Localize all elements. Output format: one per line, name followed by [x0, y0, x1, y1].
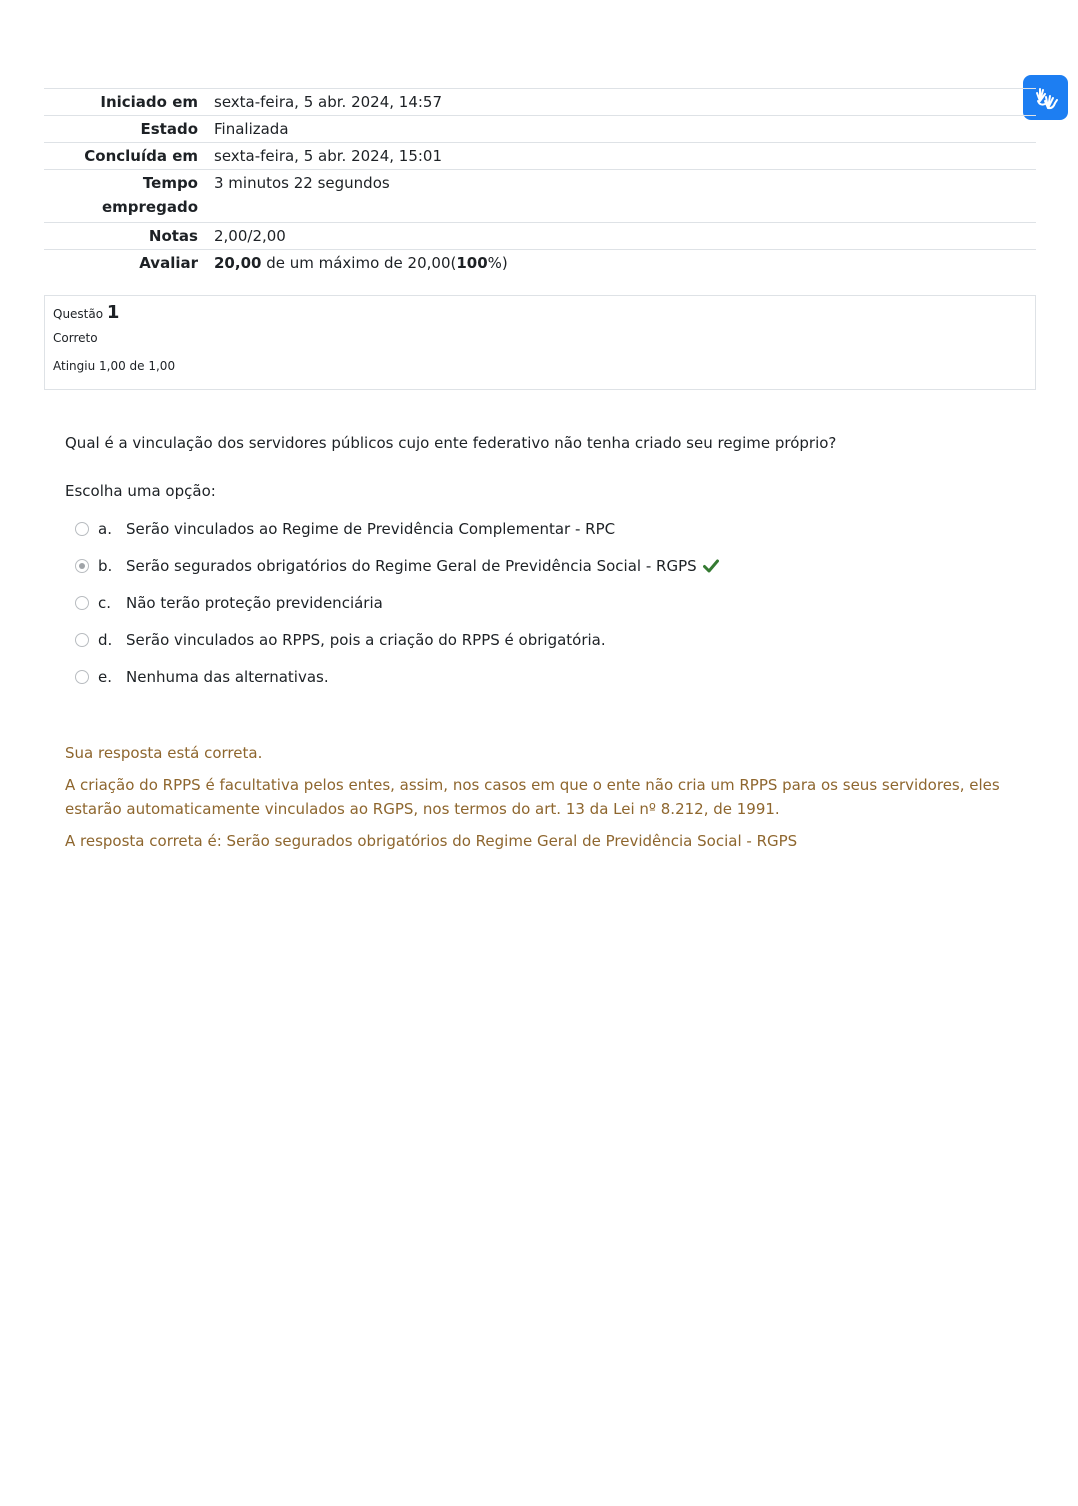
grade-score: 20,00	[214, 254, 262, 272]
time-label	[44, 170, 206, 223]
completed-value: sexta-feira, 5 abr. 2024, 15:01	[214, 147, 443, 165]
option-b[interactable]	[74, 547, 974, 584]
summary-row-marks	[44, 223, 1036, 250]
grade-mid: de um máximo de 20,00(	[261, 254, 457, 272]
question-number-value: 1	[106, 302, 120, 323]
option-e-letter: e.	[98, 667, 112, 686]
started-value: sexta-feira, 5 abr. 2024, 14:57	[214, 93, 443, 111]
question-grade: Atingiu 1,00 de 1,00	[53, 359, 176, 373]
option-e-radio[interactable]	[75, 670, 89, 684]
question-number	[53, 304, 1027, 323]
summary-row-time	[44, 170, 1036, 223]
time-value: 3 minutos 22 segundos	[214, 174, 390, 192]
completed-label: Concluída em	[84, 147, 198, 165]
option-d[interactable]	[74, 621, 974, 658]
state-value: Finalizada	[214, 120, 289, 138]
specific-feedback: Sua resposta está correta.	[65, 744, 263, 762]
question-info-box	[44, 295, 1036, 390]
option-d-radio[interactable]	[75, 633, 89, 647]
question-number-label: Questão	[53, 307, 104, 321]
summary-row-grade	[44, 250, 1036, 277]
summary-row-state	[44, 116, 1036, 143]
option-c-radio[interactable]	[75, 596, 89, 610]
time-label-line1: Tempo	[142, 174, 198, 192]
question-state: Correto	[53, 331, 98, 345]
attempt-summary-table	[44, 88, 1036, 276]
summary-row-completed	[44, 143, 1036, 170]
option-d-text: Serão vinculados ao RPPS, pois a criação do RPPS é obrigatória.	[126, 630, 606, 649]
answer-options	[74, 510, 974, 695]
option-b-radio[interactable]	[75, 559, 89, 573]
general-feedback: A criação do RPPS é facultativa pelos entes, assim, nos casos em que o ente não cria um RPPS para os seus servidores, eles estarão automaticamente vinculados ao RGPS, nos termos do art. 13 da Lei nº 8.212, de 1991.	[65, 776, 1000, 818]
feedback-section	[65, 741, 1025, 853]
time-label-line2: empregado	[101, 198, 198, 216]
option-d-letter: d.	[98, 630, 113, 649]
check-icon	[703, 559, 719, 573]
marks-label: Notas	[148, 227, 198, 245]
grade-percent: 100	[456, 254, 488, 272]
option-a-text: Serão vinculados ao Regime de Previdência Complementar - RPC	[126, 519, 616, 538]
right-answer: A resposta correta é: Serão segurados obrigatórios do Regime Geral de Previdência Social - RGPS	[65, 832, 798, 850]
question-text: Qual é a vinculação dos servidores públicos cujo ente federativo não tenha criado seu regime próprio?	[65, 434, 837, 452]
marks-value: 2,00/2,00	[214, 227, 286, 245]
grade-end: %)	[487, 254, 508, 272]
grade-value	[206, 250, 1036, 277]
option-c[interactable]	[74, 584, 974, 621]
grade-label: Avaliar	[139, 254, 198, 272]
option-a[interactable]	[74, 510, 974, 547]
option-c-text: Não terão proteção previdenciária	[126, 593, 383, 612]
option-b-text: Serão segurados obrigatórios do Regime Geral de Previdência Social - RGPS	[126, 556, 697, 575]
option-c-letter: c.	[98, 593, 112, 612]
option-e[interactable]	[74, 658, 974, 695]
option-e-text: Nenhuma das alternativas.	[126, 667, 329, 686]
option-a-letter: a.	[98, 519, 112, 538]
summary-row-started	[44, 89, 1036, 116]
answer-prompt: Escolha uma opção:	[65, 482, 216, 500]
option-a-radio[interactable]	[75, 522, 89, 536]
state-label: Estado	[140, 120, 198, 138]
started-label: Iniciado em	[100, 93, 198, 111]
option-b-letter: b.	[98, 556, 113, 575]
